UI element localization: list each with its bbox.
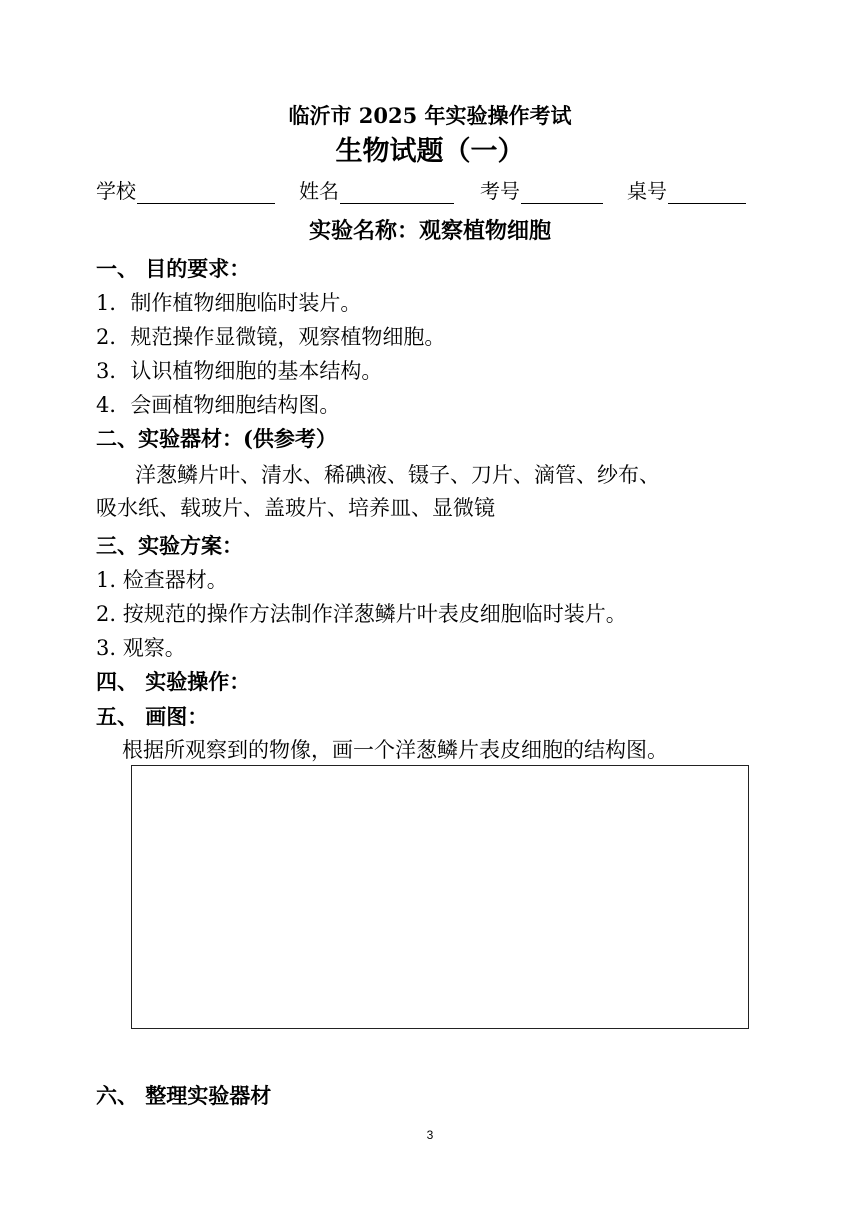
objective-item: 3．认识植物细胞的基本结构。 xyxy=(96,359,383,383)
materials-line: 吸水纸、载玻片、盖玻片、培养皿、显微镜 xyxy=(96,496,495,520)
plan-item: 3. 观察。 xyxy=(96,636,186,660)
desk-number-field[interactable] xyxy=(627,175,746,204)
objectives-heading: 一、 目的要求： xyxy=(96,256,251,281)
subject-title: 生物试题（一） xyxy=(335,136,525,167)
objective-item: 4．会画植物细胞结构图。 xyxy=(96,393,341,417)
exam-number-blank[interactable] xyxy=(521,181,603,204)
cleanup-heading: 六、 整理实验器材 xyxy=(96,1083,272,1108)
drawing-heading: 五、 画图： xyxy=(96,704,209,729)
student-info-row xyxy=(96,175,776,204)
name-blank[interactable] xyxy=(340,181,454,204)
school-blank[interactable] xyxy=(137,181,275,204)
desk-number-blank[interactable] xyxy=(668,181,746,204)
exam-title: 临沂市 2025 年实验操作考试 xyxy=(288,103,572,128)
exam-number-label: 考号 xyxy=(480,179,520,203)
drawing-area-box[interactable] xyxy=(131,765,749,1029)
exam-number-field[interactable] xyxy=(480,175,603,204)
plan-item: 2. 按规范的操作方法制作洋葱鳞片叶表皮细胞临时装片。 xyxy=(96,602,627,626)
experiment-name: 实验名称：观察植物细胞 xyxy=(308,218,551,244)
objective-item: 1．制作植物细胞临时装片。 xyxy=(96,291,362,315)
materials-heading: 二、实验器材：(供参考） xyxy=(96,426,337,451)
name-label: 姓名 xyxy=(299,179,339,203)
page-number: 3 xyxy=(426,1128,434,1142)
objective-item: 2．规范操作显微镜，观察植物细胞。 xyxy=(96,325,446,349)
desk-number-label: 桌号 xyxy=(627,179,667,203)
plan-item: 1. 检查器材。 xyxy=(96,568,228,592)
plan-heading: 三、实验方案： xyxy=(96,533,243,558)
name-field[interactable] xyxy=(299,175,454,204)
drawing-instruction: 根据所观察到的物像，画一个洋葱鳞片表皮细胞的结构图。 xyxy=(122,738,668,762)
school-label: 学校 xyxy=(96,179,136,203)
school-field[interactable] xyxy=(96,175,275,204)
materials-line: 洋葱鳞片叶、清水、稀碘液、镊子、刀片、滴管、纱布、 xyxy=(135,463,660,487)
operation-heading: 四、 实验操作： xyxy=(96,669,251,694)
